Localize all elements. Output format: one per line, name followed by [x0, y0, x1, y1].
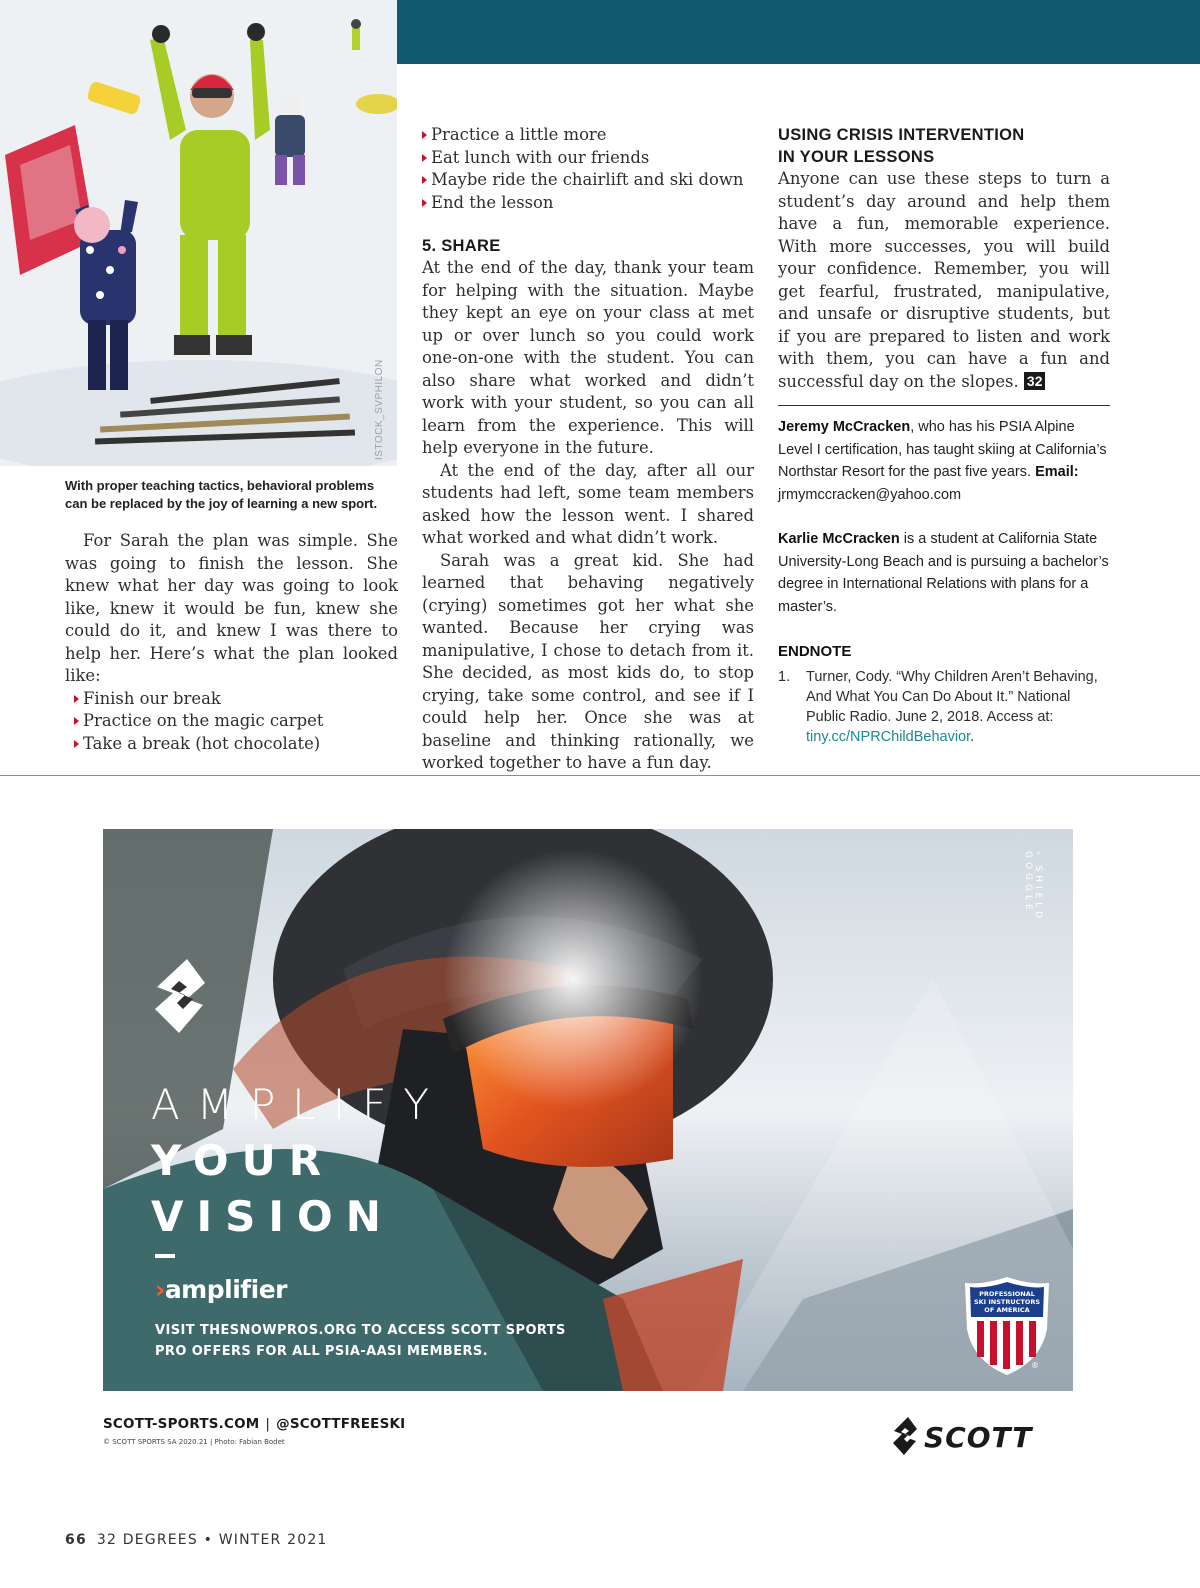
- endnote-citation: Turner, Cody. “Why Children Aren’t Behaving, And What You Can Do About It.” National Public Radio. June 2, 2018. Access at:: [806, 668, 1098, 725]
- psia-shield-icon: [961, 1275, 1053, 1377]
- scott-advertisement[interactable]: [103, 829, 1073, 1391]
- bio-text: is a student at California State University-Long Beach and is pursuing a bachelor’s degree in International Relations with plans for a master’s.: [778, 531, 1109, 615]
- tagline-dash: [155, 1254, 175, 1258]
- author-name: Jeremy McCracken: [778, 419, 911, 435]
- list-item: Practice on the magic carpet: [65, 710, 398, 733]
- plan-list-continued: [413, 124, 754, 214]
- badge-text: PROFESSIONAL: [979, 1290, 1035, 1298]
- registered-mark: ®: [1031, 1361, 1039, 1370]
- endnote-period: .: [970, 728, 975, 745]
- badge-text: SKI INSTRUCTORS: [973, 1298, 1041, 1306]
- photo-credit: ISTOCK_SVPHILON: [374, 359, 385, 460]
- social-handle-link[interactable]: @SCOTTFREESKI: [276, 1416, 406, 1432]
- plan-list: [65, 688, 398, 756]
- tagline-line: YOUR: [151, 1136, 335, 1185]
- publication-name: 32 DEGREES • WINTER 2021: [96, 1532, 328, 1548]
- email-address[interactable]: jrmymccracken@yahoo.com: [778, 486, 962, 503]
- tagline-line: VISION: [151, 1192, 394, 1241]
- ad-copyright: © SCOTT SPORTS SA 2020.21 | Photo: Fabian Bodet: [103, 1438, 285, 1446]
- article-column-3: [778, 124, 1110, 747]
- body-paragraph: For Sarah the plan was simple. She was going to finish the lesson. She knew what her day was going to look like, knew it would be fun, knew she could do it, and knew I was there to help her. Here’s what the plan looked like:: [65, 531, 398, 685]
- page-number: 66: [65, 1532, 87, 1548]
- brand-wordmark: SCOTT: [924, 1421, 1033, 1454]
- tagline-line: AMPLIFY: [151, 1080, 446, 1129]
- member-offer-text[interactable]: VISIT THESNOWPROS.ORG TO ACCESS SCOTT SPORTS PRO OFFERS FOR ALL PSIA-AASI MEMBERS.: [155, 1323, 566, 1359]
- email-label: Email:: [1035, 464, 1079, 480]
- list-item: End the lesson: [413, 192, 754, 215]
- link-separator: |: [265, 1416, 271, 1432]
- body-paragraph: Sarah was a great kid. She had learned that behaving negatively (crying) sometimes got her what she wanted. Because her crying was manipulative, I chose to detach from it. She decided, as most kids do, to stop crying, take some control, and see if I could help her. Once she was at baseline and thinking rationally, we worked together to have a fun day.: [422, 550, 754, 772]
- ski-lesson-photo: [0, 0, 397, 466]
- endnote-text: [806, 667, 1110, 747]
- section-heading-line: IN YOUR LESSONS: [778, 148, 935, 166]
- ad-tagline: [151, 1077, 446, 1245]
- conclusion-text: Anyone can use these steps to turn a student’s day around and help them have a fun, memorable experience. With more successes, you will build your confidence. Remember, you will get fearful, frustrated, manipulative, and unsafe or disruptive students, but if you are prepared to listen and work with them, you can have a fun and successful day on the slopes.: [778, 169, 1110, 391]
- badge-text: OF AMERICA: [984, 1306, 1030, 1314]
- ad-footer-links: [103, 1416, 405, 1432]
- product-vertical-label: › SHIELD GOGGLE: [1023, 851, 1043, 923]
- endnote-number: 1.: [778, 668, 791, 685]
- author-bio: [778, 528, 1110, 618]
- section-heading-line: USING CRISIS INTERVENTION: [778, 126, 1025, 144]
- scott-s-logo-icon: [149, 957, 211, 1035]
- page-folio: [65, 1532, 328, 1548]
- photo-caption: With proper teaching tactics, behavioral problems can be replaced by the joy of learning a new sport.: [65, 478, 378, 511]
- bio-divider: [778, 405, 1110, 406]
- bio-text: , who has his PSIA Alpine Level I certification, has taught skiing at California’s Northstar Resort for the past five years.: [778, 419, 1107, 480]
- body-paragraph: [778, 168, 1110, 393]
- endnote-link[interactable]: tiny.cc/NPRChildBehavior: [806, 728, 971, 745]
- website-link[interactable]: SCOTT-SPORTS.COM: [103, 1416, 260, 1432]
- header-color-bar: [397, 0, 1200, 64]
- product-label: amplifier: [164, 1275, 287, 1304]
- list-item: Maybe ride the chairlift and ski down: [413, 169, 754, 192]
- author-bio: [778, 416, 1110, 506]
- list-item: Eat lunch with our friends: [413, 147, 754, 170]
- body-paragraph: At the end of the day, thank your team for helping with the situation. Maybe they kept an eye on your class at met up or over lunch so you could work one-on-one with the student. You can also share what worked and didn’t work with your student, so you can all learn from the experience. This will help everyone in the future.: [422, 258, 754, 457]
- list-item: Practice a little more: [413, 124, 754, 147]
- scott-brand-logo: [890, 1415, 1072, 1457]
- ad-divider: [0, 775, 1200, 776]
- author-name: Karlie McCracken: [778, 531, 900, 547]
- ski-lesson-illustration: [0, 0, 397, 466]
- article-column-1: [65, 530, 398, 755]
- list-item: Take a break (hot chocolate): [65, 733, 398, 756]
- article-column-2: [422, 124, 754, 775]
- list-item: Finish our break: [65, 688, 398, 711]
- endnote-item: [778, 667, 1110, 747]
- product-name: [155, 1275, 287, 1304]
- section-heading: [778, 124, 1110, 168]
- product-chevron-icon: ›: [155, 1275, 165, 1304]
- endnote-heading: ENDNOTE: [778, 643, 852, 660]
- body-paragraph: At the end of the day, after all our students had left, some team members asked how the lesson went. I shared what worked and what didn’t work.: [422, 460, 754, 547]
- section-heading: 5. SHARE: [422, 237, 501, 255]
- end-mark-badge: 32: [1024, 372, 1046, 390]
